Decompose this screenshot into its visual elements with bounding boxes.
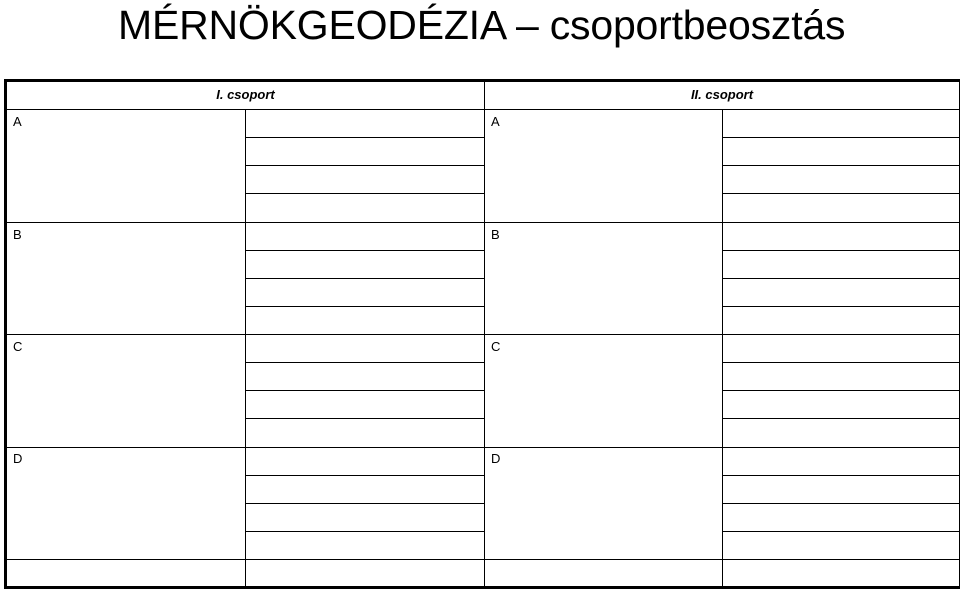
row-label-d: D: [491, 451, 501, 466]
row-label-a: A: [491, 114, 500, 129]
name-line: [722, 278, 959, 279]
name-line: [722, 531, 959, 532]
name-line: [245, 193, 484, 194]
name-line: [245, 278, 484, 279]
column-divider-group-2: [722, 109, 723, 586]
block-separator: [7, 334, 959, 335]
name-line: [722, 362, 959, 363]
name-line: [722, 306, 959, 307]
name-line: [245, 503, 484, 504]
name-line: [245, 362, 484, 363]
block-separator: [7, 447, 959, 448]
block-separator: [7, 559, 959, 560]
row-label-b: B: [13, 227, 22, 242]
name-line: [722, 390, 959, 391]
row-label-b: B: [491, 227, 500, 242]
column-divider-group-1: [245, 109, 246, 586]
name-line: [722, 193, 959, 194]
name-line: [722, 418, 959, 419]
name-line: [722, 250, 959, 251]
group-table: [4, 79, 960, 589]
group-header-2: II. csoport: [690, 87, 754, 102]
row-label-c: C: [491, 339, 501, 354]
name-line: [245, 390, 484, 391]
name-line: [245, 137, 484, 138]
name-line: [245, 418, 484, 419]
name-line: [245, 475, 484, 476]
name-line: [245, 165, 484, 166]
name-line: [722, 137, 959, 138]
name-line: [722, 475, 959, 476]
page-title: MÉRNÖKGEODÉZIA – csoportbeosztás: [118, 2, 846, 48]
header-rule: [7, 109, 959, 110]
name-line: [245, 250, 484, 251]
row-label-a: A: [13, 114, 22, 129]
block-separator: [7, 222, 959, 223]
group-header-1: I. csoport: [216, 87, 275, 102]
name-line: [245, 306, 484, 307]
name-line: [722, 165, 959, 166]
name-line: [245, 531, 484, 532]
row-label-d: D: [13, 451, 23, 466]
name-line: [722, 503, 959, 504]
row-label-c: C: [13, 339, 23, 354]
